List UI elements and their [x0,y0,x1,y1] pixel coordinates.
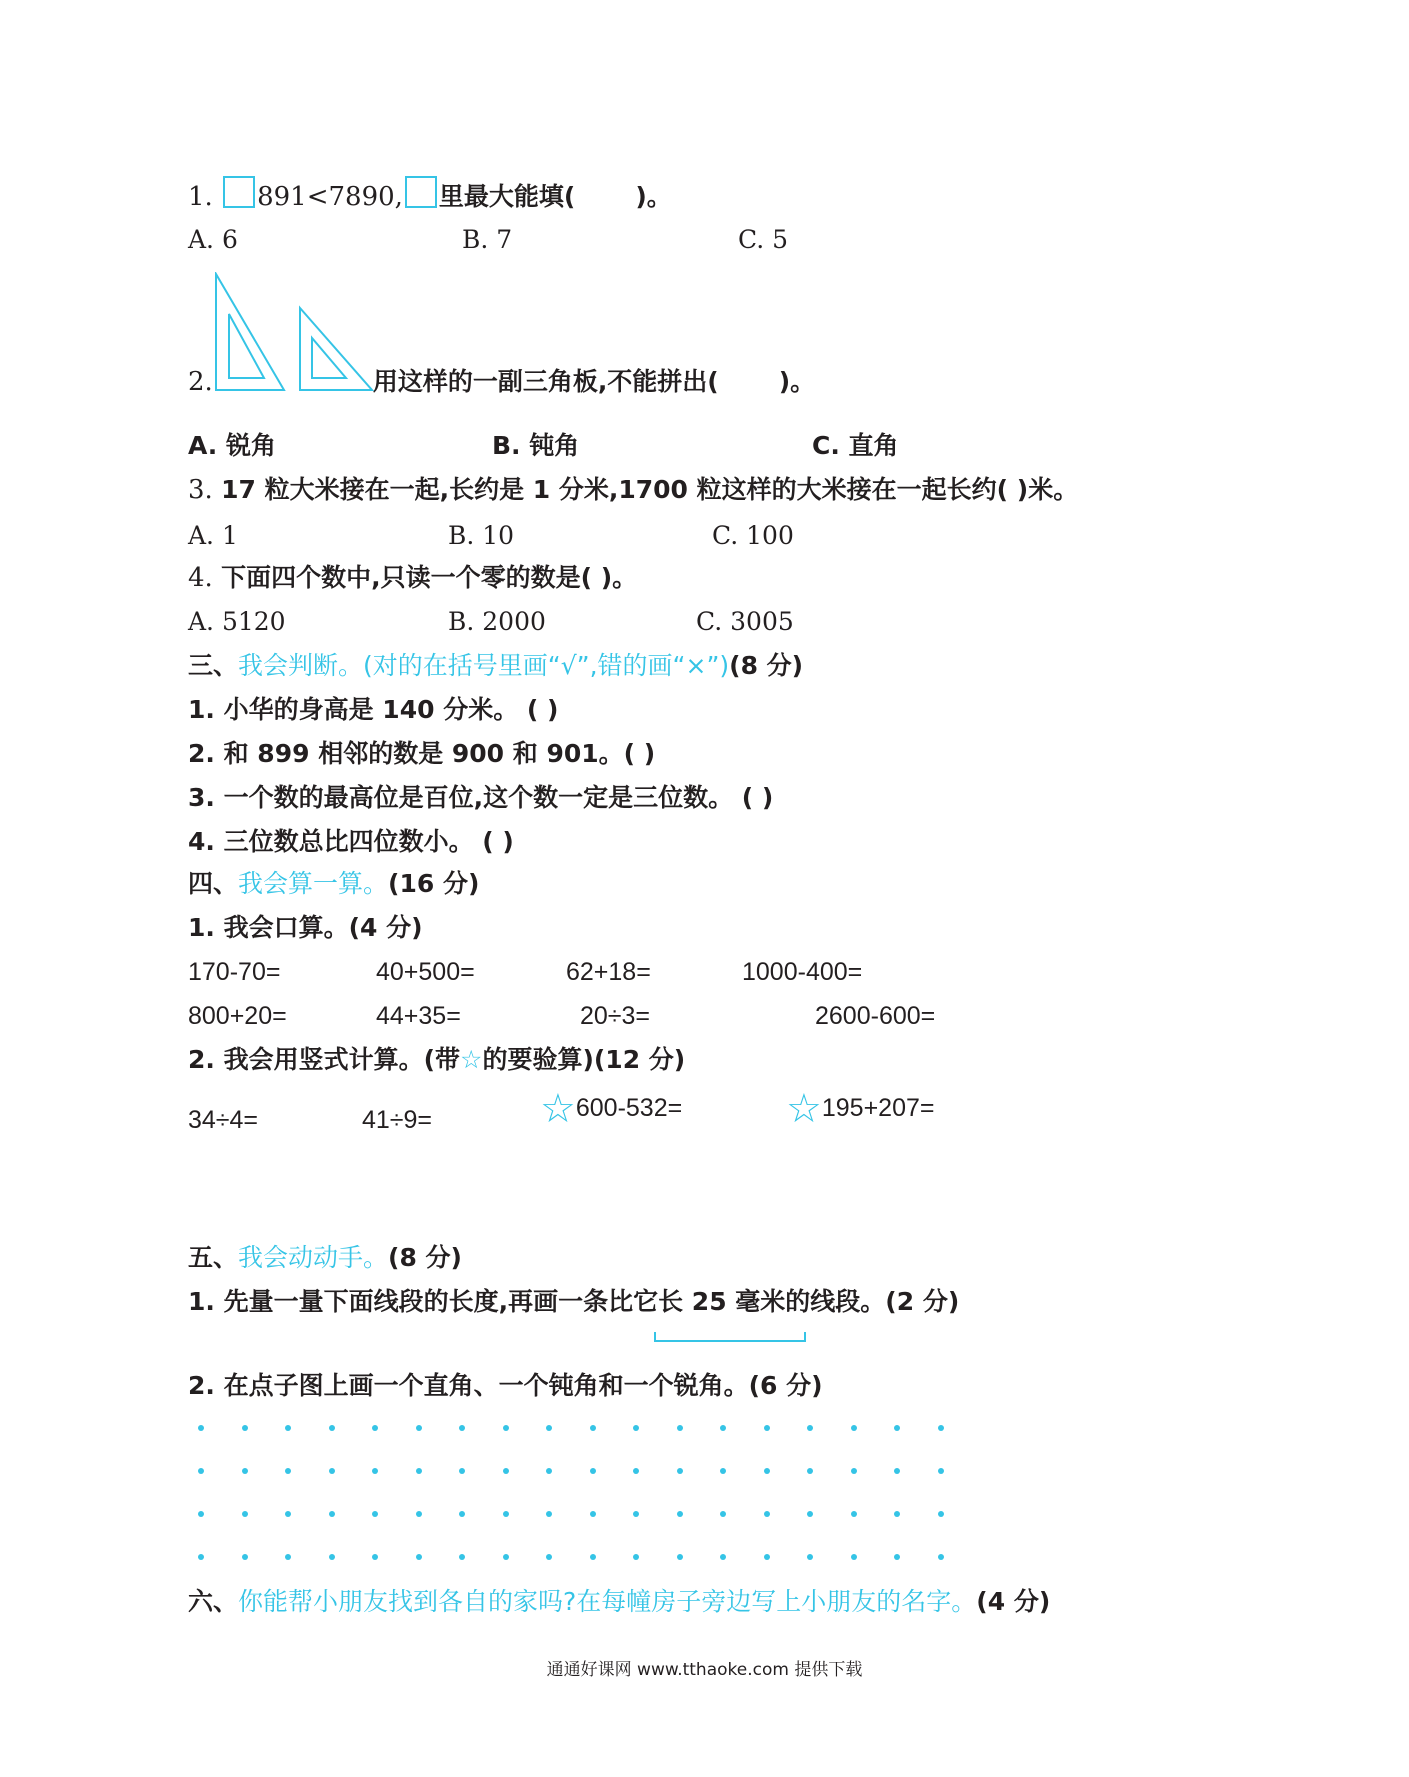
blank-box [405,176,437,208]
grid-dot[interactable] [677,1468,683,1474]
question-1 [188,176,672,213]
grid-dot[interactable] [633,1425,639,1431]
grid-dot[interactable] [285,1554,291,1560]
grid-dot[interactable] [633,1511,639,1517]
star-icon: ☆ [540,1087,576,1131]
grid-dot[interactable] [894,1554,900,1560]
vertical-calc-text-end: 的要验算)(12 分) [482,1045,686,1074]
grid-dot[interactable] [329,1468,335,1474]
star-icon: ☆ [786,1087,822,1131]
section-number: 五、 [188,1243,239,1272]
section-title: 你能帮小朋友找到各自的家吗?在每幢房子旁边写上小朋友的名字。 [238,1587,977,1616]
grid-dot[interactable] [416,1511,422,1517]
grid-dot[interactable] [285,1425,291,1431]
vertical-expr: 600-532= [575,1094,683,1122]
grid-dot[interactable] [633,1468,639,1474]
grid-dot[interactable] [851,1468,857,1474]
grid-dot[interactable] [546,1511,552,1517]
option-b: B. 7 [462,225,513,254]
mental-expr: 800+20= [188,1002,287,1030]
grid-dot[interactable] [677,1554,683,1560]
grid-dot[interactable] [807,1511,813,1517]
grid-dot[interactable] [590,1554,596,1560]
grid-dot[interactable] [764,1554,770,1560]
grid-dot[interactable] [198,1468,204,1474]
grid-dot[interactable] [503,1511,509,1517]
grid-dot[interactable] [459,1425,465,1431]
section-title: 我会算一算。 [238,869,389,898]
mental-expr: 62+18= [566,958,651,986]
grid-dot[interactable] [503,1425,509,1431]
grid-dot[interactable] [677,1511,683,1517]
footer-credit: 通通好课网 www.tthaoke.com 提供下载 [546,1660,863,1680]
grid-dot[interactable] [851,1511,857,1517]
mental-expr: 44+35= [376,1002,461,1030]
grid-dot[interactable] [938,1468,944,1474]
question-3 [188,474,1078,506]
option-b: B. 2000 [448,607,546,636]
grid-dot[interactable] [285,1468,291,1474]
grid-dot[interactable] [851,1554,857,1560]
grid-dot[interactable] [720,1511,726,1517]
grid-dot[interactable] [894,1468,900,1474]
grid-dot[interactable] [546,1425,552,1431]
vertical-expr-starred [786,1087,935,1131]
section-score: (4 分) [976,1587,1051,1616]
grid-dot[interactable] [807,1425,813,1431]
measure-line-question: 1. 先量一量下面线段的长度,再画一条比它长 25 毫米的线段。(2 分) [188,1287,960,1316]
judge-item-2: 2. 和 899 相邻的数是 900 和 901。( ) [188,739,656,768]
option-c: C. 5 [738,225,789,254]
question-text: 下面四个数中,只读一个零的数是( )。 [221,563,638,592]
grid-dot[interactable] [894,1511,900,1517]
question-text-end: )。 [778,367,816,396]
vertical-expr: 195+207= [821,1094,935,1122]
option-a: A. 6 [188,225,238,254]
mental-expr: 2600-600= [815,1002,936,1030]
option-a: A. 锐角 [188,431,277,460]
mental-math-heading: 1. 我会口算。(4 分) [188,913,423,942]
grid-dot[interactable] [242,1554,248,1560]
vertical-calc-text: 2. 我会用竖式计算。(带 [188,1045,461,1074]
grid-dot[interactable] [720,1425,726,1431]
grid-dot[interactable] [720,1468,726,1474]
inequality-text: 891<7890, [257,182,403,212]
grid-dot[interactable] [764,1468,770,1474]
option-b: B. 钝角 [492,431,580,460]
section-score: (8 分) [729,651,804,680]
grid-dot[interactable] [590,1468,596,1474]
section-4-heading [188,868,479,900]
grid-dot[interactable] [459,1468,465,1474]
grid-dot[interactable] [894,1425,900,1431]
grid-dot[interactable] [677,1425,683,1431]
grid-dot[interactable] [329,1554,335,1560]
grid-dot[interactable] [938,1554,944,1560]
section-number: 四、 [188,869,239,898]
grid-dot[interactable] [285,1511,291,1517]
question-text: 用这样的一副三角板,不能拼出( [372,367,719,396]
question-number: 2. [188,367,213,397]
grid-dot[interactable] [851,1425,857,1431]
grid-dot[interactable] [764,1511,770,1517]
option-b: B. 10 [448,521,515,550]
grid-dot[interactable] [459,1554,465,1560]
grid-dot[interactable] [764,1425,770,1431]
question-text: 17 粒大米接在一起,长约是 1 分米,1700 粒这样的大米接在一起长约( )米。 [221,475,1079,504]
line-segment [654,1330,806,1344]
judge-item-3: 3. 一个数的最高位是百位,这个数一定是三位数。 ( ) [188,783,774,812]
grid-dot[interactable] [503,1554,509,1560]
grid-dot[interactable] [329,1511,335,1517]
grid-dot[interactable] [198,1425,204,1431]
dot-grid-question: 2. 在点子图上画一个直角、一个钝角和一个锐角。(6 分) [188,1371,823,1400]
question-number: 3. [188,475,213,505]
section-title: 我会判断。(对的在括号里画“√”,错的画“×”) [238,651,730,680]
grid-dot[interactable] [590,1425,596,1431]
section-number: 六、 [188,1587,239,1616]
section-3-heading [188,650,803,682]
grid-dot[interactable] [459,1511,465,1517]
star-icon: ☆ [460,1045,483,1074]
vertical-expr: 34÷4= [188,1106,259,1134]
question-4 [188,562,637,594]
grid-dot[interactable] [503,1468,509,1474]
grid-dot[interactable] [416,1554,422,1560]
option-c: C. 直角 [812,431,899,460]
grid-dot[interactable] [372,1511,378,1517]
grid-dot[interactable] [372,1554,378,1560]
judge-item-4: 4. 三位数总比四位数小。 ( ) [188,827,514,856]
grid-dot[interactable] [242,1425,248,1431]
option-c: C. 3005 [696,607,794,636]
grid-dot[interactable] [807,1554,813,1560]
grid-dot[interactable] [546,1554,552,1560]
grid-dot[interactable] [938,1511,944,1517]
mental-expr: 20÷3= [580,1002,651,1030]
grid-dot[interactable] [720,1554,726,1560]
vertical-calc-heading [188,1044,685,1076]
option-c: C. 100 [712,521,794,550]
grid-dot[interactable] [633,1554,639,1560]
question-number: 1. [188,182,213,212]
grid-dot[interactable] [416,1468,422,1474]
grid-dot[interactable] [198,1511,204,1517]
option-a: A. 1 [188,521,238,550]
section-title: 我会动动手。 [238,1243,389,1272]
judge-item-1: 1. 小华的身高是 140 分米。 ( ) [188,695,559,724]
section-6-heading [188,1586,1050,1618]
option-a: A. 5120 [188,607,286,636]
blank-box [223,176,255,208]
question-text: 里最大能填( [438,182,576,211]
vertical-expr-starred [540,1087,683,1131]
section-score: (8 分) [388,1243,462,1272]
section-5-heading [188,1242,462,1274]
section-number: 三、 [188,651,239,680]
grid-dot[interactable] [807,1468,813,1474]
mental-expr: 170-70= [188,958,281,986]
grid-dot[interactable] [242,1468,248,1474]
mental-expr: 40+500= [376,958,475,986]
grid-dot[interactable] [546,1468,552,1474]
grid-dot[interactable] [938,1425,944,1431]
question-number: 4. [188,563,213,593]
grid-dot[interactable] [416,1425,422,1431]
question-2 [188,366,815,398]
grid-dot[interactable] [242,1511,248,1517]
mental-expr: 1000-400= [742,958,863,986]
grid-dot[interactable] [372,1425,378,1431]
grid-dot[interactable] [590,1511,596,1517]
section-score: (16 分) [388,869,480,898]
grid-dot[interactable] [329,1425,335,1431]
grid-dot[interactable] [198,1554,204,1560]
vertical-expr: 41÷9= [362,1106,433,1134]
question-text-end: )。 [635,182,672,211]
grid-dot[interactable] [372,1468,378,1474]
